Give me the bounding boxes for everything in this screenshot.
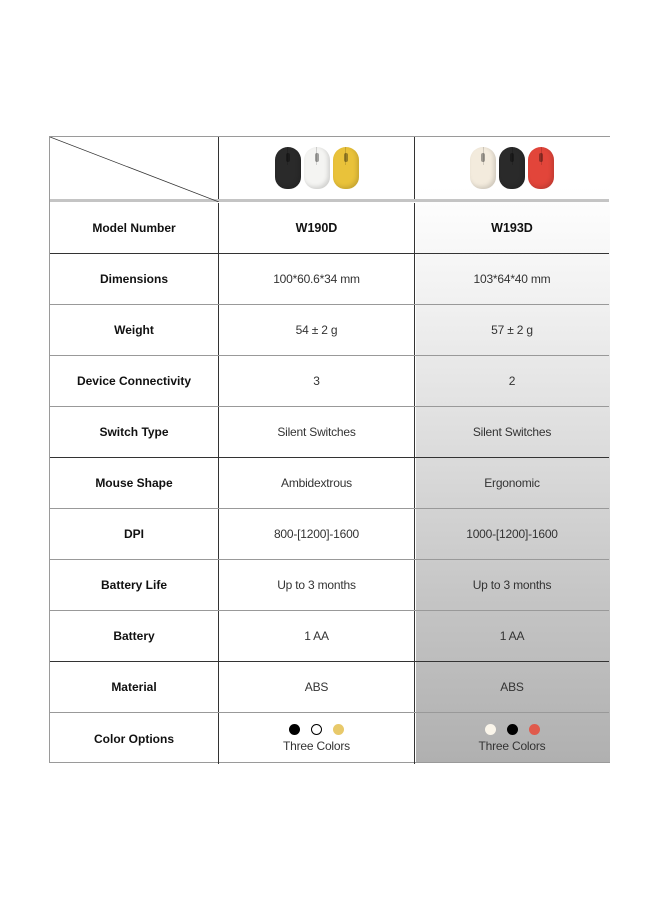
- table-header-row: [50, 137, 609, 202]
- w193d-value-cell: [415, 509, 609, 559]
- row-label: Switch Type: [50, 407, 219, 457]
- w190d-value-cell: [219, 254, 415, 304]
- w193d-value-cell: [415, 203, 609, 253]
- color-swatch-icon: [529, 724, 540, 735]
- value-text: 800-[1200]-1600: [273, 527, 360, 541]
- value-text: 1 AA: [304, 629, 329, 643]
- w190d-value-cell: [219, 407, 415, 457]
- table-row: [50, 254, 609, 305]
- w190d-value-cell: [219, 560, 415, 610]
- mouse-black-icon: [499, 147, 525, 189]
- color-swatch-icon: [485, 724, 496, 735]
- value-text: 100*60.6*34 mm: [273, 272, 360, 286]
- row-label: Dimensions: [50, 254, 219, 304]
- w193d-value-cell: [415, 611, 609, 661]
- value-text: 2: [508, 374, 516, 388]
- w193d-value-cell: [415, 560, 609, 610]
- w190d-value-cell: [219, 305, 415, 355]
- value-text: Ambidextrous: [281, 476, 352, 490]
- row-label: Battery Life: [50, 560, 219, 610]
- table-row: [50, 611, 609, 662]
- w193d-value-cell: [415, 407, 609, 457]
- table-row: [50, 203, 609, 254]
- w190d-value-cell: [219, 203, 415, 253]
- color-options-text: Three Colors: [283, 739, 350, 753]
- w193d-value-cell: [415, 356, 609, 406]
- value-text: 1000-[1200]-1600: [466, 527, 558, 541]
- table-row: [50, 305, 609, 356]
- value-text: Silent Switches: [277, 425, 356, 439]
- w190d-value-cell: [219, 662, 415, 712]
- value-text: Up to 3 months: [277, 578, 356, 592]
- color-swatches: [289, 724, 344, 735]
- value-text: 3: [313, 374, 320, 388]
- w193d-value-cell: [415, 254, 609, 304]
- row-label: Weight: [50, 305, 219, 355]
- row-label: DPI: [50, 509, 219, 559]
- w190d-value-cell: [219, 611, 415, 661]
- w190d-value-cell: [219, 356, 415, 406]
- row-label: Battery: [50, 611, 219, 661]
- table-row: [50, 560, 609, 611]
- table-row: [50, 509, 609, 560]
- color-swatch-icon: [333, 724, 344, 735]
- mouse-cream-icon: [470, 147, 496, 189]
- comparison-table: [49, 136, 610, 763]
- value-text: 57 ± 2 g: [491, 323, 533, 337]
- row-label: Color Options: [50, 713, 219, 764]
- w190d-value-cell: [219, 713, 415, 764]
- product-image-w190d: [219, 137, 415, 199]
- w193d-value-cell: [415, 458, 609, 508]
- table-row: [50, 356, 609, 407]
- w190d-value-cell: [219, 458, 415, 508]
- value-text: Ergonomic: [484, 476, 540, 490]
- diagonal-divider: [50, 137, 219, 202]
- value-text: Up to 3 months: [472, 578, 552, 592]
- table-row: [50, 713, 609, 764]
- mouse-images: [275, 147, 359, 189]
- row-label: Mouse Shape: [50, 458, 219, 508]
- value-text: 1 AA: [499, 629, 525, 643]
- value-text: 103*64*40 mm: [473, 272, 551, 286]
- corner-cell: [50, 137, 219, 199]
- w193d-value-cell: [415, 713, 609, 764]
- value-text: ABS: [500, 680, 524, 694]
- mouse-red-icon: [528, 147, 554, 189]
- w193d-value-cell: [415, 662, 609, 712]
- color-swatch-icon: [311, 724, 322, 735]
- value-text: Silent Switches: [472, 425, 552, 439]
- color-swatch-icon: [289, 724, 300, 735]
- value-text: W193D: [491, 221, 533, 235]
- mouse-yellow-icon: [333, 147, 359, 189]
- value-text: 54 ± 2 g: [295, 323, 338, 337]
- color-options-text: Three Colors: [478, 739, 546, 753]
- row-label: Model Number: [50, 203, 219, 253]
- table-row: [50, 458, 609, 509]
- w190d-value-cell: [219, 509, 415, 559]
- color-swatches: [485, 724, 540, 735]
- product-image-w193d: [415, 137, 609, 199]
- mouse-black-icon: [275, 147, 301, 189]
- mouse-white-icon: [304, 147, 330, 189]
- value-text: W190D: [295, 221, 338, 235]
- w193d-value-cell: [415, 305, 609, 355]
- mouse-images: [470, 147, 554, 189]
- table-row: [50, 407, 609, 458]
- color-swatch-icon: [507, 724, 518, 735]
- table-row: [50, 662, 609, 713]
- value-text: ABS: [304, 680, 329, 694]
- row-label: Material: [50, 662, 219, 712]
- row-label: Device Connectivity: [50, 356, 219, 406]
